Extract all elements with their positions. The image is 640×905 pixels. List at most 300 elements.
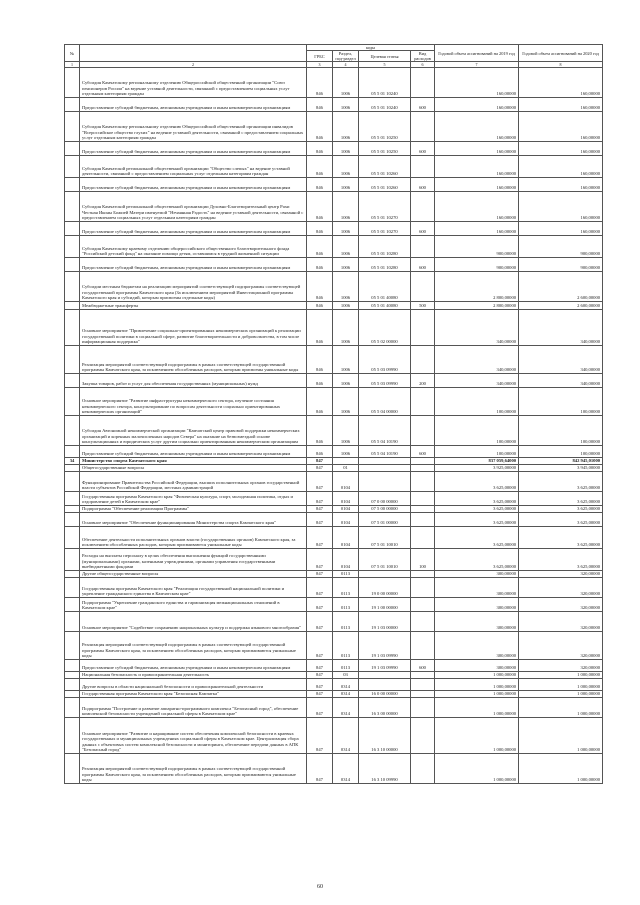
row-grbs: 847	[307, 754, 333, 784]
row-vid	[411, 192, 435, 222]
row-razdel: 1006	[333, 142, 359, 156]
table-row	[65, 178, 603, 192]
row-vid	[411, 112, 435, 142]
row-grbs: 846	[307, 112, 333, 142]
row-razdel: 0104	[333, 549, 359, 571]
row-num	[65, 374, 80, 388]
row-razdel: 0113	[333, 632, 359, 660]
row-razdel: 1006	[333, 446, 359, 458]
table-row	[65, 598, 603, 612]
row-razdel: 0314	[333, 679, 359, 691]
row-vid	[411, 698, 435, 718]
row-year1: 160,00000	[435, 222, 519, 236]
row-year2: 3 945,00000	[519, 465, 603, 472]
row-year1: 100,00000	[435, 388, 519, 416]
row-vid	[411, 310, 435, 346]
row-year1: 3 925,00000	[435, 465, 519, 472]
row-name: Предоставление субсидий бюджетным, автономным учреждениям и иным некоммерческим организациям	[80, 446, 307, 458]
row-year1: 900,00000	[435, 236, 519, 258]
row-grbs: 846	[307, 98, 333, 112]
table-row	[65, 156, 603, 178]
row-grbs: 847	[307, 578, 333, 598]
row-celevaya: 19 1 03 09990	[359, 632, 411, 660]
table-row	[65, 754, 603, 784]
row-name: Министерство спорта Камчатского края	[80, 458, 307, 465]
row-name: Основное мероприятие "Развитие инфраструктуры некоммерческого сектора, изучение состояния некоммерческого сектора, консультирование по вопросам деятельности социально ориентированных некоммерческих организаций"	[80, 388, 307, 416]
row-celevaya: 05 5 02 00000	[359, 310, 411, 346]
table-row	[65, 388, 603, 416]
row-vid: 600	[411, 222, 435, 236]
row-name: Расходы на выплаты персоналу в целях обеспечения выполнения функций государственными (муниципальными) органами, казенными учреждениями, органами управления государственными внебюджетными фондами	[80, 549, 307, 571]
row-year2: 340,00000	[519, 346, 603, 374]
row-vid	[411, 598, 435, 612]
table-row	[65, 112, 603, 142]
budget-table	[64, 44, 603, 784]
row-num	[65, 258, 80, 272]
table-row	[65, 632, 603, 660]
row-razdel: 0314	[333, 718, 359, 754]
row-year1: 300,00000	[435, 612, 519, 632]
row-celevaya	[359, 679, 411, 691]
row-grbs: 847	[307, 632, 333, 660]
row-grbs: 847	[307, 698, 333, 718]
column-index: 6	[411, 62, 435, 68]
row-year2: 340,00000	[519, 310, 603, 346]
row-year2: 1 000,00000	[519, 754, 603, 784]
row-vid	[411, 458, 435, 465]
column-index: 2	[80, 62, 307, 68]
row-celevaya: 05 5 01 10270	[359, 192, 411, 222]
row-vid	[411, 754, 435, 784]
row-num	[65, 272, 80, 302]
column-index: 4	[333, 62, 359, 68]
row-year1: 3 625,00000	[435, 506, 519, 513]
row-celevaya: 05 5 01 10240	[359, 98, 411, 112]
row-razdel: 0104	[333, 513, 359, 527]
row-year1: 300,00000	[435, 632, 519, 660]
row-celevaya: 16 3 10 09990	[359, 754, 411, 784]
row-razdel: 0113	[333, 578, 359, 598]
row-razdel: 1006	[333, 192, 359, 222]
row-year2: 320,00000	[519, 598, 603, 612]
row-grbs: 847	[307, 718, 333, 754]
column-index: 8	[519, 62, 603, 68]
row-name: Государственная программа Камчатского края "Безопасная Камчатка"	[80, 691, 307, 698]
row-razdel: 0314	[333, 698, 359, 718]
row-name: Реализация мероприятий соответствующей подпрограммы в рамках соответствующей государственной программы Камчатского края, за исключением обособленных расходов, которым присвоены уникальные коды	[80, 346, 307, 374]
column-index: 1	[65, 62, 80, 68]
table-row	[65, 416, 603, 446]
table-row	[65, 578, 603, 598]
row-celevaya: 07 5 01 10010	[359, 549, 411, 571]
row-celevaya: 05 5 01 10260	[359, 156, 411, 178]
row-year2: 2 600,00000	[519, 302, 603, 310]
row-grbs: 846	[307, 192, 333, 222]
row-celevaya	[359, 672, 411, 679]
row-razdel: 0104	[333, 527, 359, 549]
row-grbs: 847	[307, 612, 333, 632]
row-year1: 160,00000	[435, 112, 519, 142]
table-row	[65, 679, 603, 691]
row-name: Субсидия Камчатской региональной общественной организации "Общество слепых" на ведение уставной деятельности, связанной с предоставлением социальных услуг отдельным категориям граждан	[80, 156, 307, 178]
row-num	[65, 513, 80, 527]
row-year1: 3 625,00000	[435, 492, 519, 506]
row-razdel: 01	[333, 465, 359, 472]
row-razdel: 1006	[333, 374, 359, 388]
row-year2: 3 625,00000	[519, 527, 603, 549]
row-name: Субсидии местным бюджетам на реализацию мероприятий соответствующей подпрограммы соответствующей государственной программы Камчатского края (За исключением мероприятий Инвестиционной программы Камчатского края и субсидий, которым присвоены отдельные коды)	[80, 272, 307, 302]
row-name: Межбюджетные трансферты	[80, 302, 307, 310]
row-vid	[411, 272, 435, 302]
row-razdel: 1006	[333, 310, 359, 346]
row-name: Подпрограмма "Построение и развитие аппаратно-программного комплекса "Безопасный город", обеспечение комплексной безопасности учреждений социальной сферы в Камчатском крае"	[80, 698, 307, 718]
table-row	[65, 98, 603, 112]
column-index: 5	[359, 62, 411, 68]
header-razdel: Раздел, под-раздел	[333, 51, 359, 62]
table-row	[65, 68, 603, 98]
row-name: Подпрограмма "Укрепление гражданского единства и гармонизация межнациональных отношений в Камчатском крае"	[80, 598, 307, 612]
row-year1: 300,00000	[435, 598, 519, 612]
table-row	[65, 506, 603, 513]
table-row	[65, 492, 603, 506]
row-num	[65, 672, 80, 679]
row-grbs: 847	[307, 598, 333, 612]
row-year1: 3 625,00000	[435, 527, 519, 549]
row-year2: 160,00000	[519, 68, 603, 98]
row-grbs: 846	[307, 236, 333, 258]
row-num	[65, 571, 80, 578]
row-celevaya: 19 1 03 00000	[359, 612, 411, 632]
row-num	[65, 142, 80, 156]
row-celevaya: 16 0 00 00000	[359, 691, 411, 698]
row-year1: 160,00000	[435, 98, 519, 112]
row-name: Другие общегосударственные вопросы	[80, 571, 307, 578]
row-celevaya: 05 5 01 10260	[359, 178, 411, 192]
row-num	[65, 472, 80, 492]
row-year2: 1 000,00000	[519, 698, 603, 718]
row-year2: 3 625,00000	[519, 472, 603, 492]
row-vid	[411, 492, 435, 506]
row-year1: 300,00000	[435, 571, 519, 578]
row-celevaya: 05 5 01 40080	[359, 272, 411, 302]
row-name: Субсидия Камчатскому региональному отделению Общероссийской общественной организации инвалидов "Всероссийское общество глухих" на ведение уставной деятельности, связанной с предоставлением социальных услуг отдельным категориям граждан	[80, 112, 307, 142]
row-celevaya	[359, 472, 411, 492]
row-celevaya: 16 3 00 00000	[359, 698, 411, 718]
row-celevaya: 05 5 04 10190	[359, 416, 411, 446]
column-index: 3	[307, 62, 333, 68]
row-razdel: 1006	[333, 388, 359, 416]
table-row	[65, 672, 603, 679]
row-year2: 320,00000	[519, 571, 603, 578]
row-celevaya: 05 5 01 10250	[359, 112, 411, 142]
row-vid	[411, 632, 435, 660]
row-celevaya	[359, 458, 411, 465]
row-razdel: 1006	[333, 112, 359, 142]
table-row	[65, 691, 603, 698]
header-codes: коды	[307, 45, 435, 51]
row-grbs: 847	[307, 571, 333, 578]
table-row	[65, 571, 603, 578]
row-num	[65, 310, 80, 346]
row-grbs: 847	[307, 506, 333, 513]
row-razdel: 1006	[333, 272, 359, 302]
row-vid: 500	[411, 302, 435, 310]
row-celevaya: 07 0 00 00000	[359, 492, 411, 506]
row-year2: 160,00000	[519, 178, 603, 192]
row-num	[65, 178, 80, 192]
row-celevaya: 07 5 00 00000	[359, 506, 411, 513]
row-name: Субсидия Камчатской региональной общественной организации Духовно-Благотворительный центр Рахи Честная Иконы Божией Матери именуемой "Нечаянная Радость" на ведение уставной деятельности, связанной с предоставлением социальных услуг отдельным категориям граждан	[80, 192, 307, 222]
row-vid: 600	[411, 660, 435, 672]
row-celevaya	[359, 571, 411, 578]
row-celevaya: 05 5 01 40080	[359, 302, 411, 310]
row-year2: 1 000,00000	[519, 679, 603, 691]
row-year1: 300,00000	[435, 578, 519, 598]
row-name: Субсидия Камчатскому краевому отделению общероссийского общественного благотворительного фонда "Российский детский фонд" на оказание помощи детям, оставшимся в трудной жизненной ситуации	[80, 236, 307, 258]
row-grbs: 846	[307, 374, 333, 388]
row-year2: 160,00000	[519, 142, 603, 156]
row-num	[65, 754, 80, 784]
row-year2: 100,00000	[519, 388, 603, 416]
row-razdel: 0314	[333, 754, 359, 784]
row-year1: 837 059,64000	[435, 458, 519, 465]
row-num	[65, 156, 80, 178]
row-celevaya: 05 5 01 10280	[359, 258, 411, 272]
row-razdel: 0113	[333, 598, 359, 612]
row-num	[65, 446, 80, 458]
row-year1: 1 000,00000	[435, 672, 519, 679]
row-vid	[411, 156, 435, 178]
row-vid	[411, 506, 435, 513]
row-name: Государственная программа Камчатского края "Физическая культура, спорт, молодежная политика, отдых и оздоровление детей в Камчатском крае"	[80, 492, 307, 506]
table-row	[65, 302, 603, 310]
row-vid	[411, 672, 435, 679]
row-num	[65, 549, 80, 571]
row-vid	[411, 718, 435, 754]
row-num	[65, 388, 80, 416]
row-razdel: 1006	[333, 258, 359, 272]
table-row	[65, 472, 603, 492]
row-grbs: 847	[307, 465, 333, 472]
row-year1: 160,00000	[435, 178, 519, 192]
row-year1: 340,00000	[435, 310, 519, 346]
row-year2: 1 000,00000	[519, 672, 603, 679]
row-vid	[411, 388, 435, 416]
row-year1: 160,00000	[435, 142, 519, 156]
row-name: Основное мероприятие "Развитие и наращивание систем обеспечения комплексной безопасности в краевых государственных и муниципальных учреждениях социальной сферы в Камчатском крае. Централизация сбора данных с объектовых систем комплексной безопасности и мониторинга, обеспечение передачи данных в АПК "Безопасный город"	[80, 718, 307, 754]
row-name: Предоставление субсидий бюджетным, автономным учреждениям и иным некоммерческим организациям	[80, 98, 307, 112]
row-year1: 160,00000	[435, 192, 519, 222]
row-year2: 842 945,01000	[519, 458, 603, 465]
table-row	[65, 272, 603, 302]
row-razdel: 1006	[333, 178, 359, 192]
table-row	[65, 612, 603, 632]
row-grbs: 846	[307, 178, 333, 192]
row-name: Предоставление субсидий бюджетным, автономным учреждениям и иным некоммерческим организациям	[80, 660, 307, 672]
row-celevaya: 05 5 04 00000	[359, 388, 411, 416]
row-year2: 3 625,00000	[519, 506, 603, 513]
column-index: 7	[435, 62, 519, 68]
row-vid	[411, 691, 435, 698]
row-year2: 3 625,00000	[519, 513, 603, 527]
row-name: Предоставление субсидий бюджетным, автономным учреждениям и иным некоммерческим организациям	[80, 222, 307, 236]
row-razdel: 0113	[333, 612, 359, 632]
row-num	[65, 416, 80, 446]
table-row	[65, 236, 603, 258]
row-num	[65, 718, 80, 754]
row-razdel: 1006	[333, 236, 359, 258]
row-name: Государственная программа Камчатского края "Реализация государственной национальной политики и укрепление гражданского единства в Камчатском крае"	[80, 578, 307, 598]
row-grbs: 847	[307, 492, 333, 506]
row-year2: 1 000,00000	[519, 691, 603, 698]
row-num	[65, 222, 80, 236]
row-razdel: 1006	[333, 68, 359, 98]
row-year1: 160,00000	[435, 156, 519, 178]
table-row	[65, 346, 603, 374]
row-name: Субсидия Автономной некоммерческой организации "Камчатский центр правовой поддержки некоммерческих организаций и коренных малочисленных народов Севера" на оказание на безвозмездной основе консультационных и юридических услуг другим социально ориентированным некоммерческим организациям	[80, 416, 307, 446]
row-year2: 340,00000	[519, 374, 603, 388]
table-row	[65, 446, 603, 458]
row-celevaya: 05 5 01 10280	[359, 236, 411, 258]
table-row	[65, 374, 603, 388]
row-num	[65, 632, 80, 660]
header-num: №	[65, 45, 80, 62]
row-grbs: 847	[307, 527, 333, 549]
row-num	[65, 68, 80, 98]
row-vid	[411, 612, 435, 632]
row-grbs: 846	[307, 156, 333, 178]
row-num	[65, 192, 80, 222]
table-row	[65, 718, 603, 754]
row-num: 34	[65, 458, 80, 465]
row-year2: 320,00000	[519, 578, 603, 598]
row-grbs: 846	[307, 310, 333, 346]
row-vid	[411, 236, 435, 258]
row-razdel: 0113	[333, 660, 359, 672]
row-num	[65, 598, 80, 612]
row-name: Другие вопросы в области национальной безопасности и правоохранительной деятельности	[80, 679, 307, 691]
row-year2: 1 000,00000	[519, 718, 603, 754]
row-year1: 100,00000	[435, 416, 519, 446]
row-vid: 600	[411, 142, 435, 156]
row-name: Основное мероприятие "Привлечение социально-ориентированных некоммерческих организаций к реализации государственной политики в социальной сфере, развитие благотворительности и добровольчества, в том числе информационная поддержка"	[80, 310, 307, 346]
row-year1: 3 625,00000	[435, 472, 519, 492]
row-grbs: 847	[307, 472, 333, 492]
row-vid	[411, 578, 435, 598]
row-year2: 100,00000	[519, 416, 603, 446]
row-vid	[411, 472, 435, 492]
row-celevaya: 05 5 01 10250	[359, 142, 411, 156]
row-celevaya: 19 1 03 09990	[359, 660, 411, 672]
row-year1: 1 000,00000	[435, 698, 519, 718]
row-year1: 300,00000	[435, 660, 519, 672]
row-year1: 1 000,00000	[435, 718, 519, 754]
row-name: Национальная безопасность и правоохранительная деятельность	[80, 672, 307, 679]
row-razdel: 1006	[333, 156, 359, 178]
row-name: Предоставление субсидий бюджетным, автономным учреждениям и иным некоммерческим организациям	[80, 178, 307, 192]
row-razdel: 0104	[333, 492, 359, 506]
table-row	[65, 258, 603, 272]
row-vid: 600	[411, 98, 435, 112]
row-vid	[411, 416, 435, 446]
header-grbs: ГРБС	[307, 51, 333, 62]
row-celevaya: 16 3 10 00000	[359, 718, 411, 754]
row-year2: 100,00000	[519, 446, 603, 458]
row-vid: 600	[411, 446, 435, 458]
row-grbs: 846	[307, 346, 333, 374]
row-grbs: 847	[307, 458, 333, 465]
header-name	[80, 45, 307, 62]
row-year1: 3 625,00000	[435, 513, 519, 527]
row-year2: 160,00000	[519, 222, 603, 236]
header-vid: Вид расходов	[411, 51, 435, 62]
row-grbs: 846	[307, 416, 333, 446]
row-razdel: 0104	[333, 472, 359, 492]
row-num	[65, 506, 80, 513]
row-year2: 320,00000	[519, 660, 603, 672]
row-vid	[411, 571, 435, 578]
row-num	[65, 679, 80, 691]
row-num	[65, 98, 80, 112]
header-year1: Годовой объем ассигнований на 2019 год	[435, 45, 519, 62]
row-grbs: 847	[307, 691, 333, 698]
row-razdel: 0104	[333, 506, 359, 513]
table-header	[65, 45, 603, 68]
row-vid	[411, 513, 435, 527]
row-celevaya: 05 5 03 09990	[359, 374, 411, 388]
row-grbs: 846	[307, 258, 333, 272]
row-num	[65, 691, 80, 698]
row-year1: 340,00000	[435, 374, 519, 388]
table-row	[65, 222, 603, 236]
table-row	[65, 660, 603, 672]
row-vid: 200	[411, 374, 435, 388]
row-num	[65, 527, 80, 549]
row-name: Субсидия Камчатскому региональному отделению Общероссийской общественной организации "Союз пенсионеров России" на ведение уставной деятельности, связанной с предоставлением социальных услуг отдельным категориям граждан	[80, 68, 307, 98]
row-grbs: 846	[307, 302, 333, 310]
row-name: Общегосударственные вопросы	[80, 465, 307, 472]
row-razdel: 0113	[333, 571, 359, 578]
row-vid	[411, 679, 435, 691]
row-year2: 160,00000	[519, 156, 603, 178]
row-celevaya: 19 1 00 00000	[359, 598, 411, 612]
row-vid	[411, 465, 435, 472]
row-year1: 1 000,00000	[435, 754, 519, 784]
row-year2: 160,00000	[519, 98, 603, 112]
row-name: Предоставление субсидий бюджетным, автономным учреждениям и иным некоммерческим организациям	[80, 142, 307, 156]
row-grbs: 846	[307, 222, 333, 236]
row-vid: 600	[411, 178, 435, 192]
row-num	[65, 236, 80, 258]
row-year1: 900,00000	[435, 258, 519, 272]
table-row	[65, 513, 603, 527]
row-grbs: 847	[307, 549, 333, 571]
table-row	[65, 549, 603, 571]
row-name: Предоставление субсидий бюджетным, автономным учреждениям и иным некоммерческим организациям	[80, 258, 307, 272]
row-num	[65, 465, 80, 472]
row-grbs: 846	[307, 388, 333, 416]
row-celevaya: 19 0 00 00000	[359, 578, 411, 598]
row-razdel	[333, 458, 359, 465]
row-vid	[411, 346, 435, 374]
row-razdel: 1006	[333, 98, 359, 112]
table-row	[65, 698, 603, 718]
row-year1: 100,00000	[435, 446, 519, 458]
row-vid	[411, 527, 435, 549]
row-celevaya: 05 5 03 09990	[359, 346, 411, 374]
row-name: Реализация мероприятий соответствующей подпрограммы в рамках соответствующей государственной программы Камчатского края, за исключением обособленных расходов, которым присваиваются уникальные коды	[80, 632, 307, 660]
row-celevaya: 05 5 01 10270	[359, 222, 411, 236]
